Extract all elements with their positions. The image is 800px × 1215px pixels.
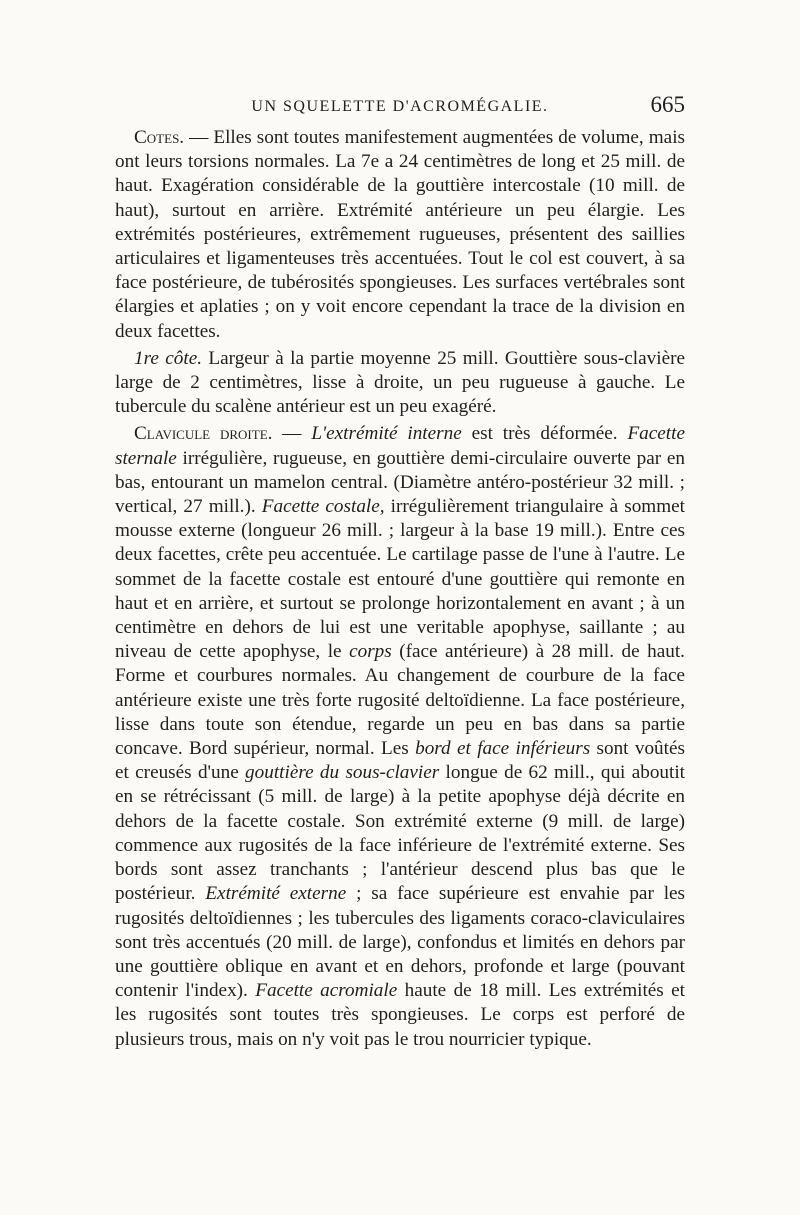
italic-term: L'extrémité interne <box>311 423 462 445</box>
paragraph-premiere-cote <box>115 347 685 420</box>
text-run: longue de 62 mill., qui aboutit en se rétrécissant (5 mill. de large) à la petite apophyse déjà décrite en dehors de la facette costale. Son extrémité externe (9 mill. de large) commence aux rugosités de la face inférieure de l'extrémité externe. Ses bords sont assez tranchants ; l'antérieur descend plus bas que le postérieur. <box>115 762 686 905</box>
paragraph-text: Largeur à la partie moyenne 25 mill. Gouttière sous-clavière large de 2 centimètres, lisse à droite, un peu rugueuse à gauche. Le tubercule du scalène antérieur est un peu exagéré. <box>115 347 685 418</box>
page-number: 665 <box>650 92 685 117</box>
page-header <box>115 92 685 122</box>
text-run: irrégulièrement triangulaire à sommet mousse externe (longueur 26 mill. ; largeur à la base 19 mill.). Entre ces deux facettes, crête peu accentuée. Le cartilage passe de l'une à l'autre. Le sommet de la facette costale est entouré d'une gouttière qui remonte en haut et en arrière, et surtout se prolonge horizontalement en avant ; à un centimètre en dehors de lui est une veritable apophyse, saillante ; au niveau de cette apophyse, le <box>115 496 685 663</box>
italic-term: bord et face inférieurs <box>415 738 591 760</box>
text-run: ; sa face supérieure est envahie par les rugosités deltoïdiennes ; les tubercules des ligaments coraco-claviculaires sont très accentués (20 mill. de large), confondus et limités en dehors par une gouttière oblique en avant et en dehors, profonde et large (pouvant contenir l'index). <box>115 883 686 1002</box>
section-heading-premiere-cote: 1re côte. <box>134 347 203 369</box>
section-heading-cotes: Cotes. <box>134 127 185 148</box>
italic-term: corps <box>349 641 392 663</box>
italic-term: gouttière du sous-clavier <box>245 762 440 784</box>
text-run: est très déformée. <box>461 423 628 445</box>
italic-term: Facette costale, <box>261 496 385 518</box>
text-run: irrégulière, rugueuse, en gouttière demi-circulaire ouverte par en bas, entourant un mamelon central. (Diamètre antéro-postérieur 32 mill. ; vertical, 27 mill.). <box>115 447 685 518</box>
text-run: — <box>272 423 312 445</box>
italic-term: Facette sternale <box>115 423 685 469</box>
paragraph-cotes <box>115 126 685 344</box>
body-text <box>115 126 685 1052</box>
italic-term: Facette acromiale <box>255 980 398 1002</box>
text-run: haute de 18 mill. Les extrémités et les rugosités sont toutes très spongieuses. Le corps est perforé de plusieurs trous, mais on n'y voit pas le trou nourricier typique. <box>115 980 685 1050</box>
paragraph-clavicule <box>115 422 685 1051</box>
italic-term: Extrémité externe <box>205 883 347 905</box>
paragraph-text: — Elles sont toutes manifestement augmentées de volume, mais ont leurs torsions normales. La 7e a 24 centimètres de long et 25 mill. de haut. Exagération considérable de la gouttière intercostale (10 mill. de haut), surtout en arrière. Extrémité antérieure un peu élargie. Les extrémités postérieures, extrêmement rugueuses, présentent des saillies articulaires et ligamenteuses très accentuées. Tout le col est couvert, à sa face postérieure, de tubérosités spongieuses. Les surfaces vertébrales sont élargies et aplaties ; on y voit encore cependant la trace de la division en deux facettes. <box>115 127 685 342</box>
text-run: sont voûtés et creusés d'une <box>115 738 685 784</box>
running-title: UN SQUELETTE D'ACROMÉGALIE. <box>251 98 549 115</box>
section-heading-clavicule: Clavicule droite. <box>134 423 273 445</box>
text-run: (face antérieure) à 28 mill. de haut. Forme et courbures normales. Au changement de courbure de la face antérieure existe une très forte rugosité deltoïdienne. La face postérieure, lisse dans toute son étendue, regarde un peu en bas dans sa partie concave. Bord supérieur, normal. Les <box>115 641 685 760</box>
